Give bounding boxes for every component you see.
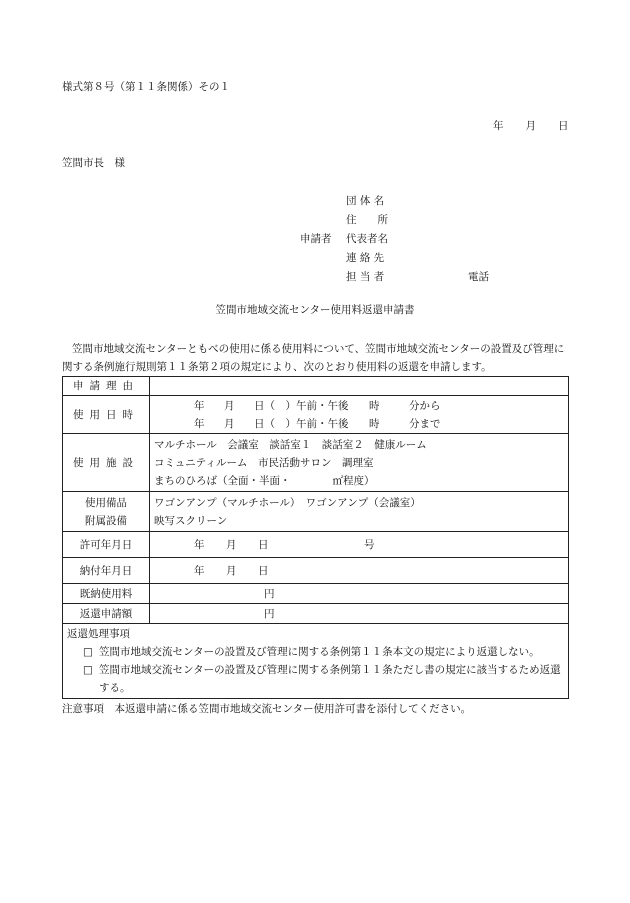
facility-label-cell [63,434,150,492]
month-text: 月 [226,538,237,551]
intro-paragraph: 笠間市地域交流センターともべの使用に係る使用料について、笠間市地域交流センターの設置及び管理に関する条例施行規則第１１条第２項の規定により、次のとおり使用料の返還を申請します。 [62,343,565,373]
month-text: 月 [226,564,237,577]
processing-option-text: 笠間市地域交流センターの設置及び管理に関する条例第１１条ただし書の規定に該当するため返還する。 [99,664,561,694]
table-row [63,558,569,584]
table-row [63,377,569,396]
checkbox-icon[interactable]: □ [83,646,93,658]
month-text: 月 [224,399,235,412]
minute-from-text: 分から [409,399,441,412]
usage-time-to [154,415,564,433]
permit-date-value [154,536,564,554]
refund-amount-label: 返還申請額 [79,607,133,620]
processing-option-refund[interactable] [81,661,568,697]
paid-fee-value-cell[interactable] [150,584,569,604]
address-label: 住 所 [346,214,388,226]
year-text: 年 [194,538,205,551]
processing-option-no-refund[interactable] [81,643,568,661]
table-row [63,532,569,558]
payment-date-label-cell [63,558,150,584]
refund-amount-label-cell [63,604,150,624]
yen-unit: 円 [264,587,275,600]
equipment-line-1: ワゴンアンプ（マルチホール） ワゴンアンプ（会議室） [154,496,421,509]
application-table [62,376,569,699]
paid-fee-label-cell [63,584,150,604]
addressee: 笠間市長 様 [62,157,125,169]
facility-line-3: まちのひろば（全面・半面・ ㎡程度） [154,474,375,487]
organization-name-label: 団 体 名 [346,195,385,207]
year-text: 年 [194,417,205,430]
permit-date-label-cell [63,532,150,558]
applicant-prefix: 申請者 [300,233,332,245]
day-ampm-text: 日（ ）午前・午後 [254,399,349,412]
checkbox-icon[interactable]: □ [83,664,93,676]
day-text: 日 [258,564,269,577]
permit-number-text: 号 [364,538,375,551]
day-text: 日 [258,538,269,551]
paid-fee-label: 既納使用料 [79,587,133,600]
equipment-value-cell[interactable] [150,492,569,532]
usage-time-from [154,397,564,415]
permit-date-label: 許可年月日 [79,538,133,551]
processing-option-text: 笠間市地域交流センターの設置及び管理に関する条例第１１条本文の規定により返還しない。 [99,646,540,658]
table-row [63,434,569,492]
usage-time-label: 使用日時 [73,408,139,421]
processing-cell [63,624,569,699]
facility-line-2: コミュニティルーム 市民活動サロン 調理室 [154,456,374,469]
date-day: 日 [558,120,569,132]
reason-label: 申請理由 [73,380,139,392]
attached-equipment-label: 附属設備 [85,514,127,527]
facility-value-cell[interactable] [150,434,569,492]
facility-line-1: マルチホール 会議室 談話室１ 談話室２ 健康ルーム [154,438,427,451]
representative-label: 代表者名 [346,233,388,245]
equipment-line-2: 映写スクリーン [154,514,228,527]
permit-date-value-cell[interactable] [150,532,569,558]
minute-to-text: 分まで [409,417,441,430]
usage-time-label-cell [63,396,150,434]
hour-text: 時 [369,417,380,430]
refund-amount-value-cell[interactable] [150,604,569,624]
year-text: 年 [194,564,205,577]
hour-text: 時 [369,399,380,412]
reason-value-cell[interactable] [150,377,569,396]
usage-time-value-cell[interactable] [150,396,569,434]
table-row [63,624,569,699]
date-month: 月 [525,120,536,132]
table-row [63,584,569,604]
contact-label: 連 絡 先 [346,252,385,264]
table-row [63,604,569,624]
payment-date-value-cell[interactable] [150,558,569,584]
month-text: 月 [224,417,235,430]
person-in-charge-label: 担 当 者 [346,271,385,283]
date-year: 年 [493,120,504,132]
reason-label-cell [63,377,150,396]
day-ampm-text: 日（ ）午前・午後 [254,417,349,430]
yen-unit: 円 [264,607,275,620]
payment-date-label: 納付年月日 [79,564,133,577]
equipment-label: 使用備品 [85,496,127,509]
table-row [63,492,569,532]
facility-label: 使用施設 [73,456,139,469]
processing-title: 返還処理事項 [67,628,130,640]
form-number: 様式第８号（第１１条関係）その１ [62,81,230,93]
payment-date-value [154,562,564,580]
table-row [63,396,569,434]
document-title: 笠間市地域交流センター使用料返還申請書 [215,304,415,316]
equipment-label-cell [63,492,150,532]
phone-label: 電話 [468,271,489,283]
application-date [493,120,569,133]
year-text: 年 [194,399,205,412]
notes: 注意事項 本返還申請に係る笠間市地域交流センター使用許可書を添付してください。 [62,703,472,715]
